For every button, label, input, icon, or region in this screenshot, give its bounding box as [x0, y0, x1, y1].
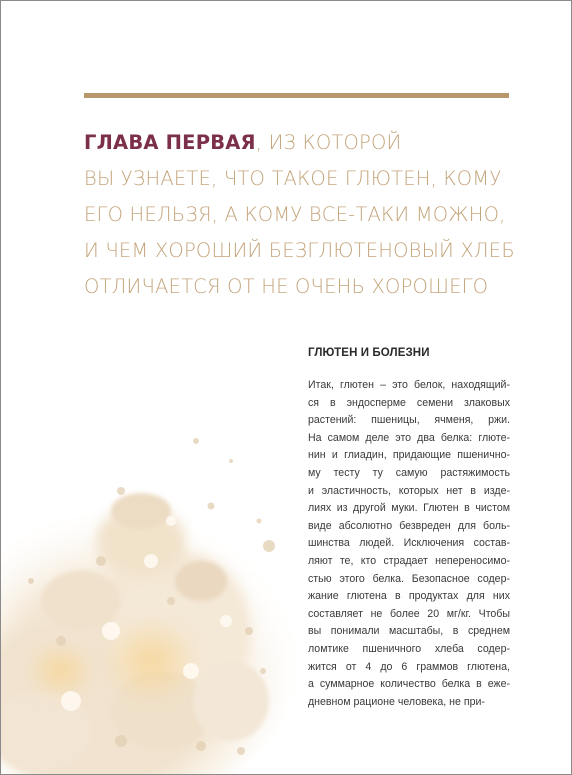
body-line: лиях из другой муки. Глютен в чистом: [308, 502, 510, 515]
chapter-title-line: ОТЛИЧАЕТСЯ ОТ НЕ ОЧЕНЬ ХОРОШЕГО: [84, 275, 489, 298]
body-line: шинства людей. Исключения состав-: [308, 537, 510, 550]
body-line: Итак, глютен – это белок, находящий-: [308, 379, 510, 391]
body-line: дневном рационе человека, не при-: [308, 695, 485, 708]
chapter-title-line: ВЫ УЗНАЕТЕ, ЧТО ТАКОЕ ГЛЮТЕН, КОМУ: [84, 167, 502, 190]
body-line: жится от 4 до 6 граммов глютена,: [308, 660, 510, 673]
body-line: растений: пшеницы, ячменя, ржи.: [308, 414, 510, 427]
chapter-title-lead: ГЛАВА ПЕРВАЯ: [84, 131, 256, 154]
chapter-title: [84, 125, 524, 305]
chapter-title-line: И ЧЕМ ХОРОШИЙ БЕЗГЛЮТЕНОВЫЙ ХЛЕБ: [84, 239, 515, 262]
body-line: На самом деле это два белка: глюте-: [308, 431, 510, 444]
body-line: нин и глиадин, придающие пшенично-: [308, 449, 510, 462]
body-line: виде абсолютно безвреден для боль-: [308, 519, 510, 532]
flour-pile-image: [1, 401, 301, 774]
body-line: ся в эндосперме семени злаковых: [308, 396, 510, 409]
header-rule: [84, 93, 509, 98]
body-line: ломтике пшеничного хлеба содер-: [308, 642, 510, 655]
body-line: жание глютена в продуктах для них: [308, 590, 510, 603]
section-heading: ГЛЮТЕН И БОЛЕЗНИ: [308, 347, 430, 359]
chapter-title-line-1-rest: , ИЗ КОТОРОЙ: [255, 131, 402, 154]
body-line: ляют те, кто страдает непереносимо-: [308, 554, 510, 567]
body-line: му тесту ту самую растяжимость: [308, 466, 510, 479]
body-line: составляет не более 20 мг/кг. Чтобы: [308, 607, 510, 620]
body-line: вы понимали масштабы, в среднем: [308, 625, 510, 638]
body-text: [308, 377, 510, 711]
body-line: стью этого белка. Безопасное содер-: [308, 572, 510, 585]
body-line: и эластичность, которых нет в изде-: [308, 484, 510, 497]
chapter-title-line-1: [84, 125, 524, 161]
body-line: а суммарное количество белка в еже-: [308, 678, 510, 691]
chapter-title-line: ЕГО НЕЛЬЗЯ, А КОМУ ВСЕ-ТАКИ МОЖНО,: [84, 203, 506, 226]
